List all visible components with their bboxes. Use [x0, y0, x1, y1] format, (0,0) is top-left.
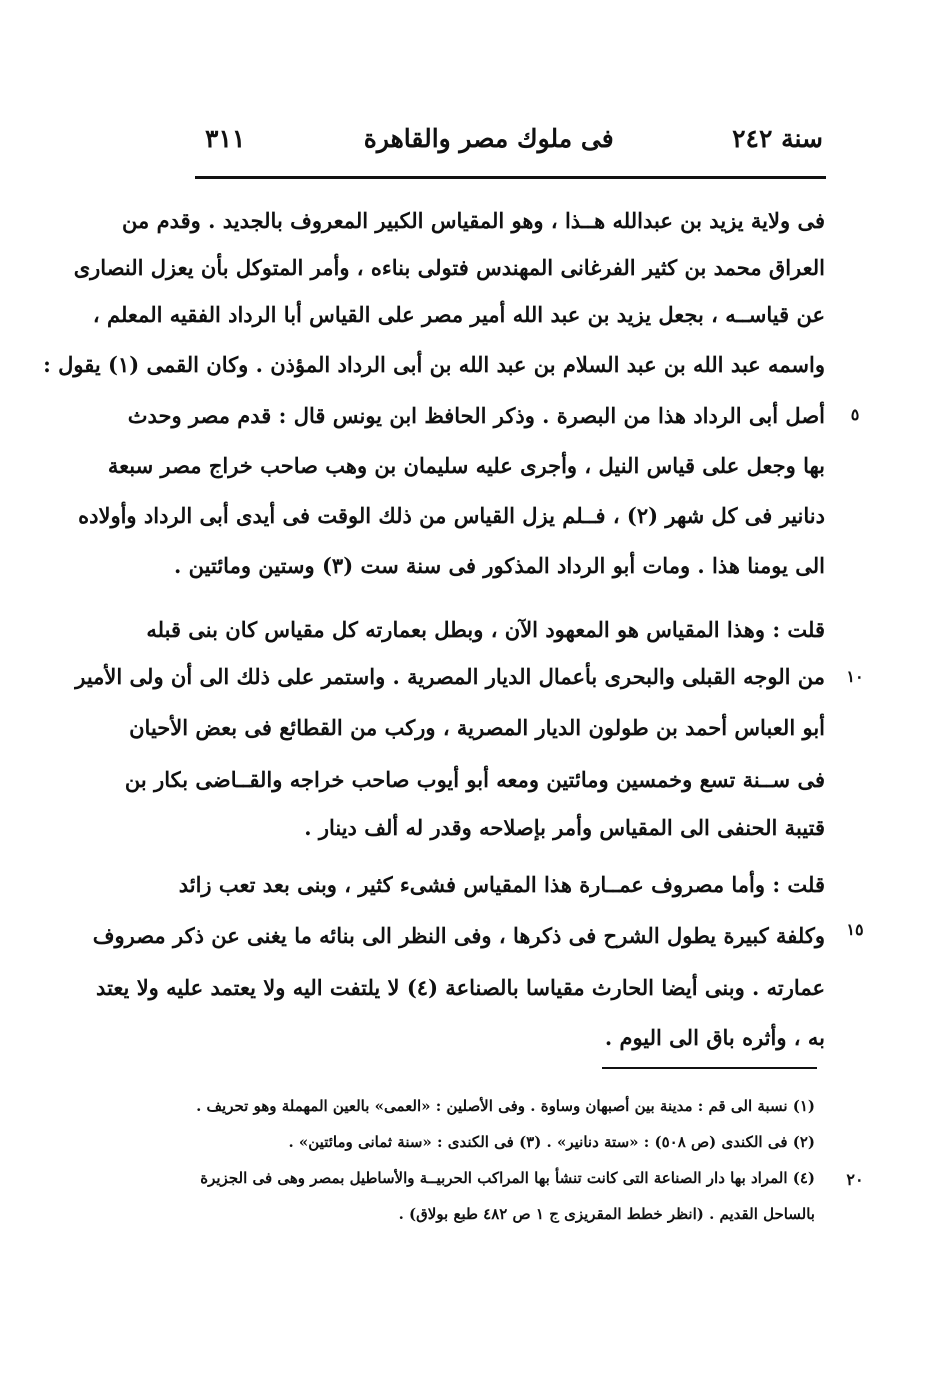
body-line: قتيبة الحنفى الى المقياس وأمر بإصلاحه وقدر له ألف دينار . — [304, 815, 825, 840]
body-line: به ، وأثره باق الى اليوم . — [604, 1025, 825, 1050]
footnote: (٤) المراد بها دار الصناعة التى كانت تنشأ بها المراكب الحربيــة والأساطيل بمصر وهى فى الجزيرة — [200, 1169, 815, 1187]
body-line: عن قياســه ، بجعل يزيد بن عبد الله أمير مصر على القياس أبا الرداد الفقيه المعلم ، — [92, 302, 825, 327]
body-line: عمارته . وبنى أيضا الحارث مقياسا بالصناعة (٤) لا يلتفت اليه ولا يعتمد عليه ولا يعتد — [96, 975, 825, 1000]
header-title: فى ملوك مصر والقاهرة — [363, 124, 614, 153]
body-line: قلت : وأما مصروف عمــارة هذا المقياس فشىء كثير ، وبنى بعد تعب زائد — [178, 872, 825, 897]
body-line: أصل أبى الرداد هذا من البصرة . وذكر الحافظ ابن يونس قال : قدم مصر وحدث — [127, 403, 825, 428]
page-header — [205, 124, 823, 174]
body-line: دنانير فى كل شهر (٢) ، فــلم يزل القياس من ذلك الوقت فى أيدى أبى الرداد وأولاده — [78, 503, 825, 528]
line-number: ١٠ — [846, 667, 864, 686]
header-year: سنة ٢٤٢ — [732, 124, 823, 153]
body-line: فى ســنة تسع وخمسين ومائتين ومعه أبو أيوب صاحب خراجه والقــاضى بكار بن — [124, 767, 825, 792]
page-number: ٣١١ — [205, 124, 246, 153]
line-number: ١٥ — [846, 920, 864, 939]
header-rule — [195, 176, 826, 179]
line-number: ٥ — [850, 405, 860, 424]
body-line: وكلفة كبيرة يطول الشرح فى ذكرها ، وفى النظر الى بنائه ما يغنى عن ذكر مصروف — [92, 923, 825, 948]
footnote: بالساحل القديم . (انظر خطط المقريزى ج ١ ص ٤٨٢ طبع بولاق) . — [398, 1205, 815, 1223]
body-line: من الوجه القبلى والبحرى بأعمال الديار المصرية . واستمر على ذلك الى أن ولى الأمير — [75, 664, 825, 689]
body-line: العراق محمد بن كثير الفرغانى المهندس فتولى بناءه ، وأمر المتوكل بأن يعزل النصارى — [73, 255, 825, 280]
footnote: (١) نسبة الى قم : مدينة بين أصبهان وساوة . وفى الأصلين : «العمى» بالعين المهملة وهو تحريف . — [196, 1097, 815, 1115]
body-line: بها وجعل على قياس النيل ، وأجرى عليه سليمان بن وهب صاحب خراج مصر سبعة — [107, 453, 825, 478]
body-line: واسمه عبد الله بن عبد السلام بن عبد الله بن أبى الرداد المؤذن . وكان القمى (١) يقول : — [43, 352, 825, 377]
body-line: أبو العباس أحمد بن طولون الديار المصرية ، وركب من القطائع فى بعض الأحيان — [129, 715, 825, 740]
line-number: ٢٠ — [846, 1170, 864, 1189]
footnote-rule — [602, 1067, 817, 1069]
footnote: (٢) فى الكندى (ص ٥٠٨) : «ستة دنانير» . (٣) فى الكندى : «سنة ثمانى ومائتين» . — [288, 1133, 815, 1151]
body-line: فى ولاية يزيد بن عبدالله هــذا ، وهو المقياس الكبير المعروف بالجديد . وقدم من — [122, 208, 825, 233]
body-line: الى يومنا هذا . ومات أبو الرداد المذكور فى سنة ست (٣) وستين ومائتين . — [174, 553, 825, 578]
body-line: قلت : وهذا المقياس هو المعهود الآن ، وبطل بعمارته كل مقياس كان بنى قبله — [146, 617, 825, 642]
